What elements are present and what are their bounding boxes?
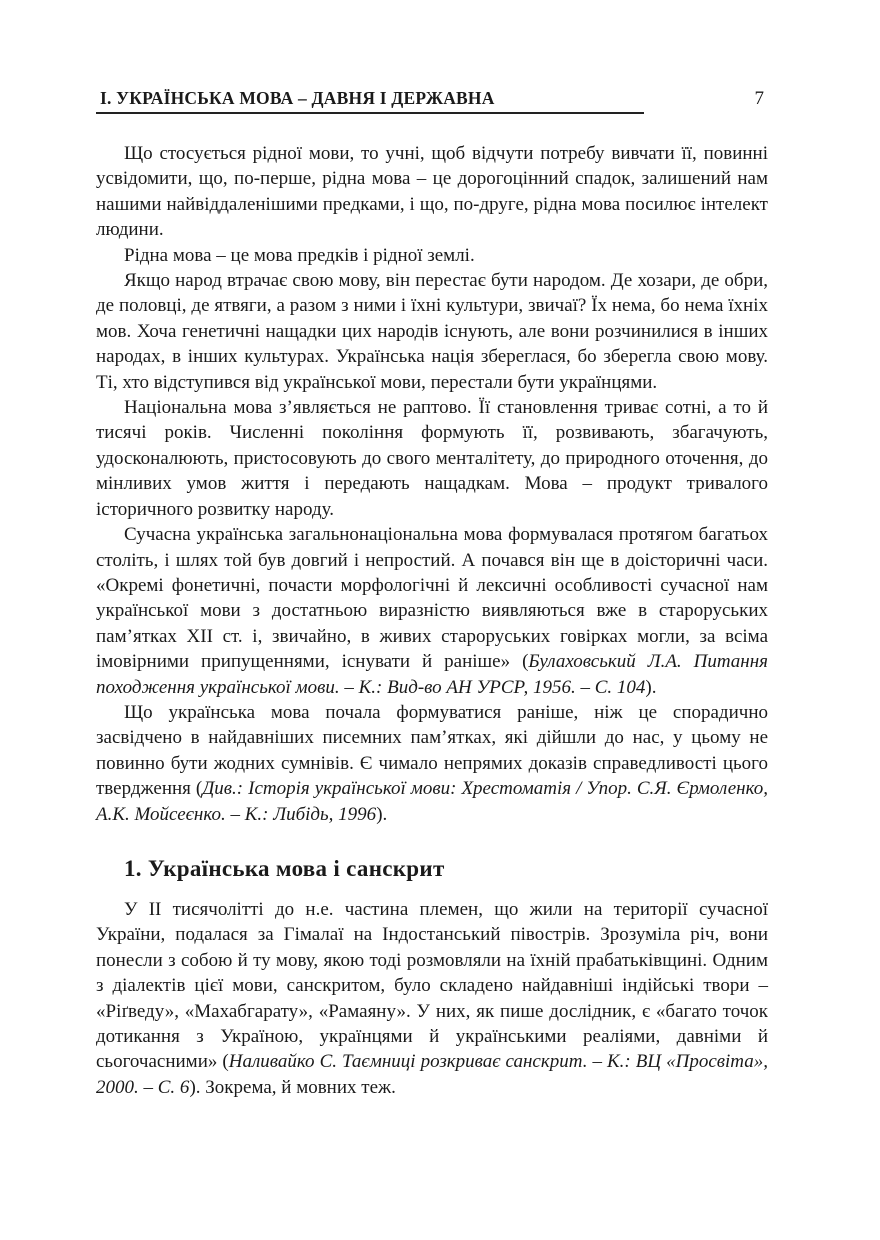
paragraph-2: Рідна мова – це мова предків і рідної землі.	[124, 244, 475, 266]
page-header	[96, 86, 768, 112]
paragraph-1: Що стосується рідної мови, то учні, щоб відчути потребу вивчати її, повинні усвідомити, що, по-перше, рідна мова – це дорогоцінний спадок, залишений нам нашими найвіддаленішими предками, і що, по-друге, рідна мова посилює інтелект людини.	[96, 143, 768, 241]
page-body	[96, 141, 768, 1100]
citation-history-reader: Див.: Історія української мови: Хрестоматія / Упор. С.Я. Єрмоленко, А.К. Мойсеєнко. – К.: Либідь, 1996	[96, 778, 768, 825]
section-heading: 1. Українська мова і санскрит	[124, 855, 445, 881]
paragraph-6: Що українська мова почала формуватися раніше, ніж це спорадично засвідчено в найдавніших писемних пам’ятках, які дійшли до нас, у цьому не повинно бути жодних сумнівів. Є чимало непрямих доказів справедливості цього твердження (Див.: Історія української мови: Хрестоматія / Упор. С.Я. Єрмоленко, А.К. Мойсеєнко. – К.: Либідь, 1996).	[96, 701, 768, 825]
citation-nalyvaiko: Наливайко С. Таємниці розкриває санскрит. – К.: ВЦ «Просвіта», 2000. – С. 6	[96, 1051, 768, 1098]
header-rule	[96, 112, 644, 114]
paragraph-4: Національна мова з’являється не раптово. Її становлення триває сотні, а то й тисячі років. Численні покоління формують її, розвивають, збагачують, удосконалюють, пристосовують до свого менталітету, до природного оточення, до мінливих умов життя і передають нащадкам. Мова – продукт тривалого історичного розвитку народу.	[96, 397, 768, 520]
paragraph-3: Якщо народ втрачає свою мову, він перестає бути народом. Де хозари, де обри, де половці, де ятвяги, а разом з ними і їхні культури, звичаї? Їх нема, бо нема їхніх мов. Хоча генетичні нащадки цих народів існують, але вони розчинилися в інших народах, в інших культурах. Українська нація збереглася, бо зберегла свою мову. Ті, хто відступився від української мови, перестали бути українцями.	[96, 270, 768, 393]
section-paragraph-1: У ІІ тисячолітті до н.е. частина племен, що жили на території сучасної України, подалася за Гімалаї на Індостанський півострів. Зрозуміла річ, вони понесли з собою й ту мову, якою тоді розмовляли на їхній прабатьківщині. Одним з діалектів цієї мови, санскритом, було складено найдавніші індійські твори – «Ріґведу», «Махабгарату», «Рамаяну». У них, як пише дослідник, є «багато точок дотикання з Україною, українцями й українськими реаліями, давніми й сьогочасними» (Наливайко С. Таємниці розкриває санскрит. – К.: ВЦ «Просвіта», 2000. – С. 6). Зокрема, й мовних теж.	[96, 898, 768, 1098]
page-number: 7	[754, 88, 764, 109]
citation-bulakhovsky: Булаховський Л.А. Питання походження української мови. – К.: Вид-во АН УРСР, 1956. – С. 104	[96, 651, 768, 698]
paragraph-5: Сучасна українська загальнонаціональна мова формувалася протягом багатьох століть, і шлях той був довгий і непростий. А почався він ще в доісторичні часи. «Окремі фонетичні, почасти морфологічні й лексичні особливості сучасної нам української мови з достатньою виразністю виявляються вже в староруських пам’ятках XII ст. і, звичайно, в живих староруських говірках могли, за всіма імовірними припущеннями, існувати й раніше» (Булаховський Л.А. Питання походження української мови. – К.: Вид-во АН УРСР, 1956. – С. 104).	[96, 524, 768, 698]
running-title: І. УКРАЇНСЬКА МОВА – ДАВНЯ І ДЕРЖАВНА	[100, 88, 495, 108]
